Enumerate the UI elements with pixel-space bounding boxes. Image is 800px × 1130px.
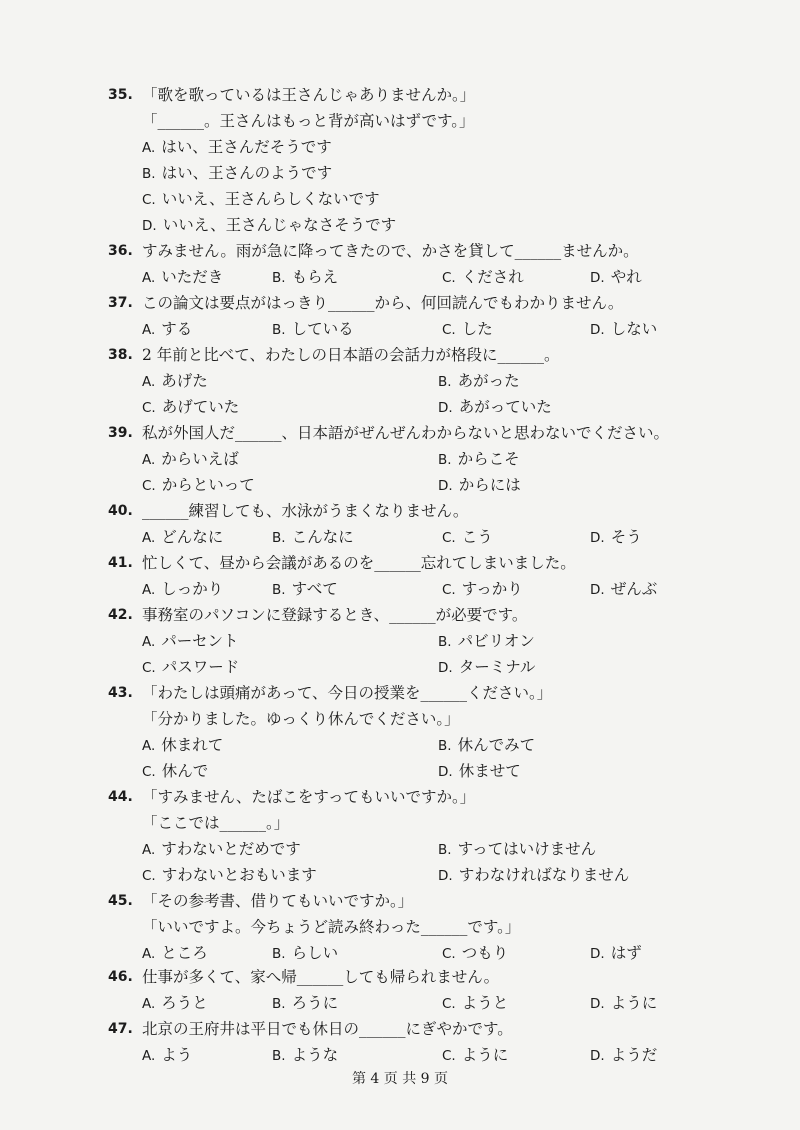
option-letter: C. bbox=[442, 996, 456, 1012]
question-line bbox=[108, 680, 708, 706]
question-line bbox=[108, 706, 708, 732]
option-text: くだされ bbox=[461, 268, 524, 286]
option-text: はい、王さんだそうです bbox=[161, 138, 332, 156]
option-letter: C. bbox=[442, 322, 456, 338]
option-text: ような bbox=[291, 1046, 339, 1064]
question-number: 38. bbox=[108, 347, 133, 363]
answer-option bbox=[142, 368, 208, 394]
option-letter: B. bbox=[438, 738, 452, 754]
option-letter: B. bbox=[438, 452, 452, 468]
question-number: 44. bbox=[108, 789, 133, 805]
answer-option bbox=[438, 836, 596, 862]
option-letter: C. bbox=[142, 192, 156, 208]
option-text: ろうに bbox=[291, 994, 339, 1012]
answer-option bbox=[442, 264, 524, 290]
question-line bbox=[108, 238, 708, 264]
question-text: 2 年前と比べて、わたしの日本語の会話力が格段に______。 bbox=[142, 346, 560, 364]
option-text: こう bbox=[461, 528, 493, 546]
question-text: すみません。雨が急に降ってきたので、かさを貸して______ませんか。 bbox=[142, 242, 639, 260]
option-row bbox=[108, 368, 708, 394]
option-letter: A. bbox=[142, 946, 156, 962]
option-letter: D. bbox=[590, 530, 605, 546]
option-row bbox=[108, 654, 708, 680]
answer-option bbox=[442, 524, 493, 550]
question-line bbox=[108, 1016, 708, 1042]
answer-option bbox=[272, 524, 354, 550]
option-letter: D. bbox=[142, 218, 157, 234]
answer-option bbox=[442, 940, 508, 966]
question-text: 「その参考書、借りてもいいですか。」 bbox=[142, 892, 414, 910]
option-row bbox=[108, 836, 708, 862]
answer-option bbox=[590, 940, 642, 966]
option-letter: D. bbox=[438, 478, 453, 494]
answer-option bbox=[142, 836, 301, 862]
answer-option bbox=[142, 862, 317, 888]
option-text: あげていた bbox=[161, 398, 240, 416]
question bbox=[108, 964, 708, 1016]
answer-option bbox=[442, 990, 508, 1016]
question-number: 45. bbox=[108, 893, 133, 909]
option-letter: D. bbox=[438, 868, 453, 884]
question-number: 39. bbox=[108, 425, 133, 441]
option-text: している bbox=[291, 320, 354, 338]
option-letter: C. bbox=[442, 582, 456, 598]
option-text: よう bbox=[161, 1046, 193, 1064]
answer-option bbox=[438, 368, 520, 394]
option-letter: A. bbox=[142, 738, 156, 754]
answer-option bbox=[438, 394, 552, 420]
option-letter: D. bbox=[590, 582, 605, 598]
option-letter: A. bbox=[142, 530, 156, 546]
option-text: あげた bbox=[161, 372, 208, 390]
question-text: 「分かりました。ゆっくり休んでください。」 bbox=[142, 710, 460, 728]
option-letter: A. bbox=[142, 842, 156, 858]
answer-option bbox=[590, 524, 642, 550]
question-text: 私が外国人だ______、日本語がぜんぜんわからないと思わないでください。 bbox=[142, 424, 670, 442]
option-text: あがっていた bbox=[458, 398, 552, 416]
option-text: ようだ bbox=[610, 1046, 658, 1064]
option-text: やれ bbox=[610, 268, 642, 286]
answer-option bbox=[142, 990, 208, 1016]
option-text: ように bbox=[461, 1046, 509, 1064]
question-line bbox=[108, 602, 708, 628]
option-letter: A. bbox=[142, 634, 156, 650]
option-row bbox=[108, 1042, 708, 1068]
answer-option bbox=[142, 160, 332, 186]
option-row bbox=[108, 862, 708, 888]
answer-option bbox=[142, 1042, 192, 1068]
option-letter: D. bbox=[438, 400, 453, 416]
option-text: ように bbox=[610, 994, 658, 1012]
option-text: しっかり bbox=[161, 580, 224, 598]
option-text: 休まれて bbox=[161, 736, 224, 754]
question-text: ______練習しても、水泳がうまくなりません。 bbox=[142, 502, 469, 520]
option-letter: B. bbox=[272, 530, 286, 546]
option-text: する bbox=[161, 320, 193, 338]
option-text: いいえ、王さんらしくないです bbox=[161, 190, 380, 208]
answer-option bbox=[142, 264, 223, 290]
option-letter: C. bbox=[442, 1048, 456, 1064]
question-number: 36. bbox=[108, 243, 133, 259]
option-letter: C. bbox=[442, 530, 456, 546]
option-row bbox=[108, 160, 708, 186]
question-line bbox=[108, 290, 708, 316]
option-letter: B. bbox=[438, 374, 452, 390]
question bbox=[108, 342, 708, 420]
option-letter: B. bbox=[272, 270, 286, 286]
option-text: パーセント bbox=[161, 632, 239, 650]
question-line bbox=[108, 914, 708, 940]
option-row bbox=[108, 472, 708, 498]
answer-option bbox=[590, 1042, 657, 1068]
option-text: ようと bbox=[461, 994, 509, 1012]
option-letter: D. bbox=[590, 322, 605, 338]
answer-option bbox=[142, 212, 396, 238]
option-row bbox=[108, 628, 708, 654]
question bbox=[108, 1016, 708, 1068]
option-letter: B. bbox=[272, 322, 286, 338]
answer-option bbox=[142, 940, 208, 966]
option-letter: D. bbox=[590, 1048, 605, 1064]
option-text: いいえ、王さんじゃなさそうです bbox=[162, 216, 397, 234]
question bbox=[108, 680, 708, 784]
answer-option bbox=[142, 654, 239, 680]
answer-option bbox=[142, 732, 223, 758]
question-number: 47. bbox=[108, 1021, 133, 1037]
option-letter: D. bbox=[438, 764, 453, 780]
option-text: からには bbox=[458, 476, 521, 494]
option-letter: C. bbox=[142, 478, 156, 494]
option-letter: C. bbox=[142, 400, 156, 416]
question-number: 46. bbox=[108, 969, 133, 985]
option-text: もらえ bbox=[291, 268, 339, 286]
answer-option bbox=[272, 990, 338, 1016]
option-letter: A. bbox=[142, 1048, 156, 1064]
question-line bbox=[108, 810, 708, 836]
option-letter: A. bbox=[142, 140, 156, 156]
answer-option bbox=[438, 758, 521, 784]
option-text: 休ませて bbox=[458, 762, 521, 780]
question-text: 「いいですよ。今ちょうど読み終わった______です。」 bbox=[142, 918, 521, 936]
question-number: 42. bbox=[108, 607, 133, 623]
question-text: 「ここでは______。」 bbox=[142, 814, 290, 832]
option-text: あがった bbox=[457, 372, 520, 390]
option-row bbox=[108, 264, 708, 290]
answer-option bbox=[142, 576, 223, 602]
option-letter: C. bbox=[142, 868, 156, 884]
option-text: ターミナル bbox=[458, 658, 536, 676]
option-letter: A. bbox=[142, 452, 156, 468]
option-letter: A. bbox=[142, 582, 156, 598]
option-text: 休んで bbox=[161, 762, 209, 780]
question bbox=[108, 420, 708, 498]
option-text: ぜんぶ bbox=[610, 580, 658, 598]
option-letter: B. bbox=[142, 166, 156, 182]
option-text: ところ bbox=[161, 944, 208, 962]
option-row bbox=[108, 446, 708, 472]
answer-option bbox=[142, 316, 192, 342]
option-text: すっかり bbox=[461, 580, 523, 598]
option-text: こんなに bbox=[291, 528, 354, 546]
question-line bbox=[108, 784, 708, 810]
question-number: 35. bbox=[108, 87, 133, 103]
answer-option bbox=[438, 732, 535, 758]
answer-option bbox=[142, 524, 223, 550]
question bbox=[108, 290, 708, 342]
question-number: 41. bbox=[108, 555, 133, 571]
question bbox=[108, 888, 708, 966]
answer-option bbox=[590, 990, 657, 1016]
answer-option bbox=[442, 316, 493, 342]
answer-option bbox=[438, 446, 520, 472]
option-text: しない bbox=[610, 320, 658, 338]
question-text: この論文は要点がはっきり______から、何回読んでもわかりません。 bbox=[142, 294, 624, 312]
option-text: すわないとだめです bbox=[161, 840, 301, 858]
option-letter: A. bbox=[142, 270, 156, 286]
option-letter: D. bbox=[590, 996, 605, 1012]
question-line bbox=[108, 888, 708, 914]
question-line bbox=[108, 342, 708, 368]
answer-option bbox=[272, 264, 338, 290]
option-row bbox=[108, 394, 708, 420]
question bbox=[108, 550, 708, 602]
answer-option bbox=[142, 394, 239, 420]
question-text: 「歌を歌っているは王さんじゃありませんか。」 bbox=[142, 86, 476, 104]
answer-option bbox=[438, 862, 629, 888]
option-row bbox=[108, 134, 708, 160]
option-letter: A. bbox=[142, 996, 156, 1012]
answer-option bbox=[142, 758, 208, 784]
question bbox=[108, 498, 708, 550]
option-row bbox=[108, 316, 708, 342]
option-text: パスワード bbox=[161, 658, 240, 676]
option-text: すわなければなりません bbox=[458, 866, 630, 884]
answer-option bbox=[142, 628, 239, 654]
answer-option bbox=[272, 316, 354, 342]
answer-option bbox=[442, 576, 523, 602]
option-text: いただき bbox=[161, 268, 224, 286]
option-text: した bbox=[461, 320, 493, 338]
question bbox=[108, 82, 708, 238]
option-text: すわないとおもいます bbox=[161, 866, 317, 884]
option-text: はい、王さんのようです bbox=[161, 164, 333, 182]
option-letter: D. bbox=[438, 660, 453, 676]
option-letter: B. bbox=[272, 1048, 286, 1064]
question-line bbox=[108, 964, 708, 990]
option-letter: C. bbox=[142, 660, 156, 676]
option-letter: D. bbox=[590, 270, 605, 286]
answer-option bbox=[272, 940, 338, 966]
answer-option bbox=[272, 576, 338, 602]
answer-option bbox=[272, 1042, 338, 1068]
option-letter: D. bbox=[590, 946, 605, 962]
option-row bbox=[108, 990, 708, 1016]
option-letter: C. bbox=[442, 946, 456, 962]
question-number: 40. bbox=[108, 503, 133, 519]
option-row bbox=[108, 758, 708, 784]
option-text: パビリオン bbox=[457, 632, 535, 650]
answer-option bbox=[438, 654, 535, 680]
option-letter: C. bbox=[142, 764, 156, 780]
option-row bbox=[108, 576, 708, 602]
option-letter: B. bbox=[438, 634, 452, 650]
option-row bbox=[108, 212, 708, 238]
question bbox=[108, 238, 708, 290]
option-text: ろうと bbox=[161, 994, 208, 1012]
option-text: どんなに bbox=[161, 528, 224, 546]
answer-option bbox=[142, 186, 380, 212]
option-row bbox=[108, 524, 708, 550]
question-text: 「わたしは頭痛があって、今日の授業を______ください。」 bbox=[142, 684, 553, 702]
question-text: 「すみません、たばこをすってもいいですか。」 bbox=[142, 788, 476, 806]
option-text: すってはいけません bbox=[457, 840, 597, 858]
option-letter: B. bbox=[272, 946, 286, 962]
option-letter: B. bbox=[438, 842, 452, 858]
answer-option bbox=[590, 576, 657, 602]
option-letter: A. bbox=[142, 322, 156, 338]
answer-option bbox=[442, 1042, 508, 1068]
answer-option bbox=[142, 472, 255, 498]
answer-option bbox=[590, 264, 642, 290]
option-letter: B. bbox=[272, 582, 286, 598]
answer-option bbox=[438, 472, 521, 498]
option-text: からこそ bbox=[457, 450, 520, 468]
question-number: 43. bbox=[108, 685, 133, 701]
option-letter: A. bbox=[142, 374, 156, 390]
option-letter: C. bbox=[442, 270, 456, 286]
option-text: らしい bbox=[291, 944, 339, 962]
option-text: からといって bbox=[161, 476, 255, 494]
question-text: 仕事が多くて、家へ帰______しても帰られません。 bbox=[142, 968, 500, 986]
question-text: 忙しくて、昼から会議があるのを______忘れてしまいました。 bbox=[142, 554, 576, 572]
option-text: からいえば bbox=[161, 450, 239, 468]
question-line bbox=[108, 550, 708, 576]
option-text: つもり bbox=[461, 944, 509, 962]
question-line bbox=[108, 108, 708, 134]
option-letter: B. bbox=[272, 996, 286, 1012]
question bbox=[108, 602, 708, 680]
question-text: 北京の王府井は平日でも休日の______にぎやかです。 bbox=[142, 1020, 513, 1038]
option-row bbox=[108, 186, 708, 212]
question-line bbox=[108, 82, 708, 108]
question bbox=[108, 784, 708, 888]
answer-option bbox=[142, 134, 332, 160]
question-text: 事務室のパソコンに登録するとき、______が必要です。 bbox=[142, 606, 528, 624]
option-row bbox=[108, 732, 708, 758]
option-row bbox=[108, 940, 708, 966]
question-line bbox=[108, 420, 708, 446]
answer-option bbox=[142, 446, 239, 472]
answer-option bbox=[438, 628, 535, 654]
option-text: すべて bbox=[291, 580, 338, 598]
option-text: はず bbox=[610, 944, 642, 962]
answer-option bbox=[590, 316, 657, 342]
question-number: 37. bbox=[108, 295, 133, 311]
page-footer: 第 4 页 共 9 页 bbox=[351, 1071, 449, 1087]
question-text: 「______。王さんはもっと背が高いはずです。」 bbox=[142, 112, 475, 130]
question-line bbox=[108, 498, 708, 524]
option-text: 休んでみて bbox=[457, 736, 536, 754]
option-text: そう bbox=[610, 528, 642, 546]
